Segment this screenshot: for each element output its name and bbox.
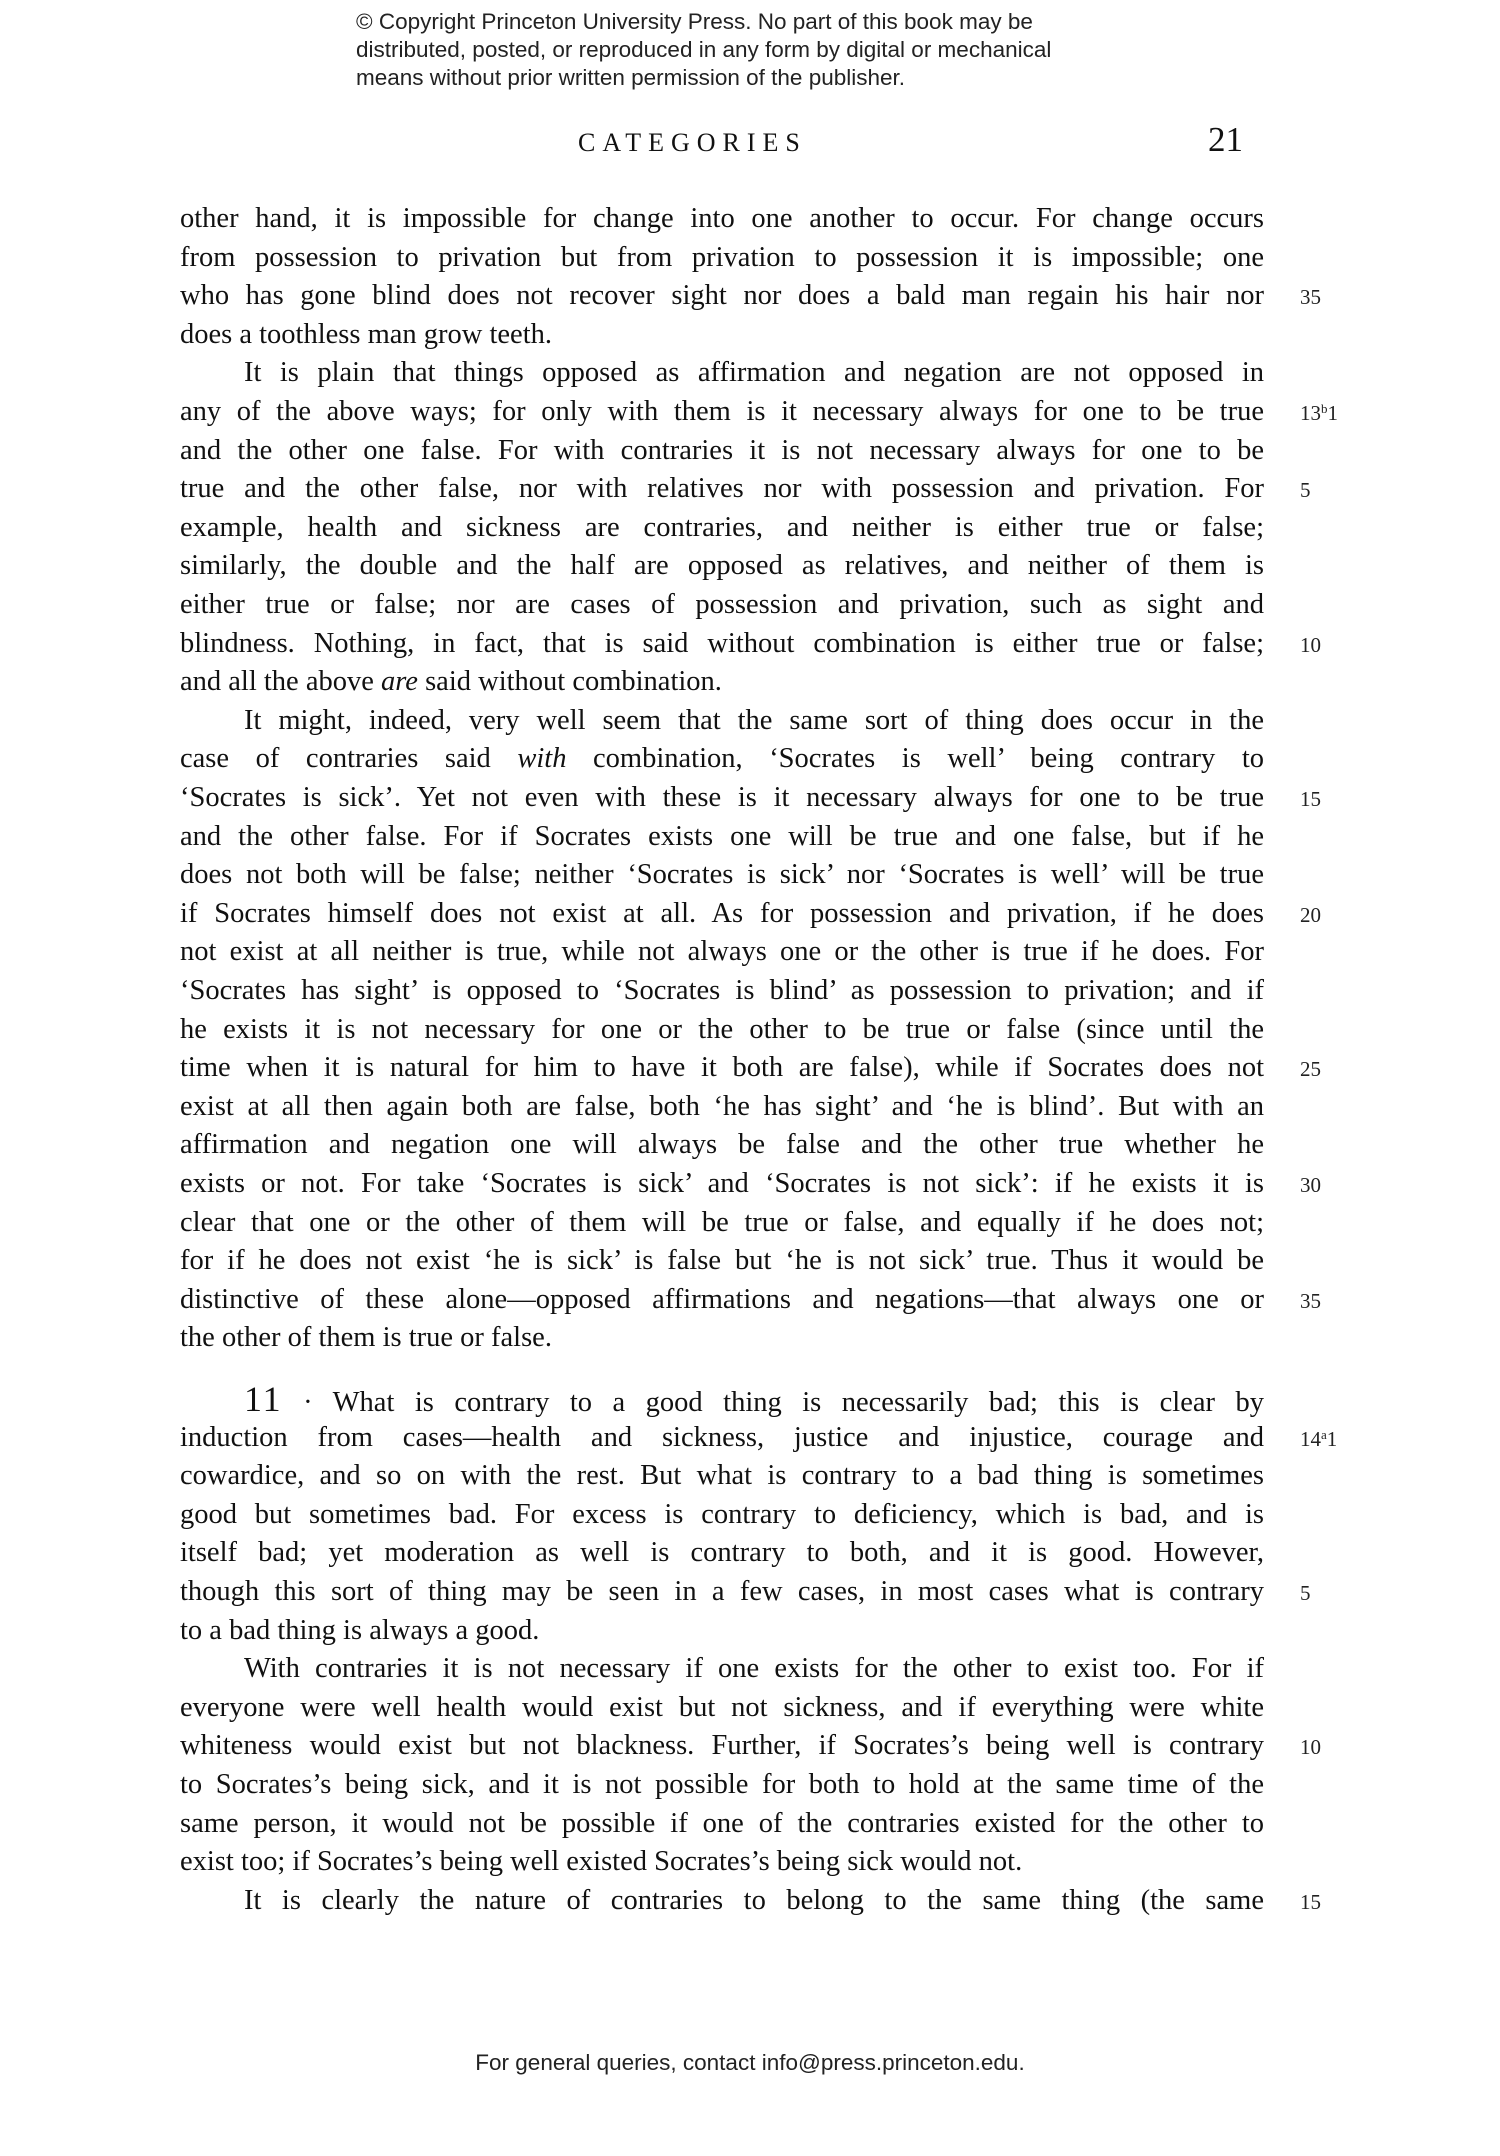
section-number: 11 [244, 1379, 283, 1419]
text-line: affirmation and negation one will always be false and the other true whether he [180, 1129, 1264, 1161]
text-line: cowardice, and so on with the rest. But what is contrary to a bad thing is sometimes [180, 1460, 1264, 1492]
text-line: who has gone blind does not recover sight nor does a bald man regain his hair nor [180, 280, 1264, 312]
text-line: blindness. Nothing, in fact, that is said without combination is either true or false; [180, 627, 1264, 659]
text-line: example, health and sickness are contraries, and neither is either true or false; [180, 511, 1264, 543]
text-line: whiteness would exist but not blackness. Further, if Socrates’s being well is contrary [180, 1730, 1264, 1762]
text-line: and the other false. For if Socrates exists one will be true and one false, but if he [180, 820, 1264, 852]
copyright-line: © Copyright Princeton University Press. No part of this book may be [356, 9, 1033, 34]
margin-line-number: 5 [1300, 478, 1311, 503]
running-head: CATEGORIES [578, 128, 807, 157]
text-line: exists or not. For take ‘Socrates is sick’ and ‘Socrates is not sick’: if he exists it is [180, 1168, 1264, 1199]
text-line: does not both will be false; neither ‘Socrates is sick’ nor ‘Socrates is well’ will be true [180, 859, 1264, 891]
text-line: though this sort of thing may be seen in a few cases, in most cases what is contrary [180, 1576, 1264, 1607]
text-line: time when it is natural for him to have it both are false), while if Socrates does not [180, 1052, 1264, 1084]
emphasized-word: are [381, 666, 418, 698]
margin-line-number: 25 [1300, 1057, 1321, 1082]
margin-line-number: 20 [1300, 902, 1321, 927]
text-line: for if he does not exist ‘he is sick’ is false but ‘he is not sick’ true. Thus it would be [180, 1245, 1264, 1277]
text-line: It is plain that things opposed as affirmation and negation are not opposed in [244, 357, 1264, 389]
text-line: case of contraries said with combination, ‘Socrates is well’ being contrary to [180, 743, 1264, 775]
copyright-line: distributed, posted, or reproduced in any form by digital or mechanical [356, 37, 1052, 62]
text-line: exist at all then again both are false, both ‘he has sight’ and ‘he is blind’. But with an [180, 1090, 1264, 1122]
text-line: if Socrates himself does not exist at all. As for possession and privation, if he does [180, 897, 1264, 929]
text-line: other hand, it is impossible for change into one another to occur. For change occurs [180, 203, 1264, 234]
text-line: any of the above ways; for only with them is it necessary always for one to be true [180, 396, 1264, 427]
text-line: and the other one false. For with contraries it is not necessary always for one to be [180, 434, 1264, 466]
text-line: either true or false; nor are cases of possession and privation, such as sight and [180, 589, 1264, 620]
copyright-line: means without prior written permission of the publisher. [356, 65, 906, 90]
text-line: It might, indeed, very well seem that the same sort of thing does occur in the [244, 704, 1264, 736]
text-line: exist too; if Socrates’s being well existed Socrates’s being sick would not. [180, 1846, 1023, 1878]
text-line: and all the above are said without combination. [180, 666, 722, 698]
margin-line-number: 15 [1300, 1889, 1321, 1914]
text-line: from possession to privation but from privation to possession it is impossible; one [180, 241, 1264, 273]
text-line: With contraries it is not necessary if one exists for the other to exist too. For if [244, 1653, 1264, 1685]
emphasized-word: with [517, 743, 567, 775]
text-line: good but sometimes bad. For excess is contrary to deficiency, which is bad, and is [180, 1498, 1264, 1530]
margin-line-number: 15 [1300, 787, 1321, 811]
text-line: It is clearly the nature of contraries to belong to the same thing (the same [244, 1884, 1264, 1916]
text-line: does a toothless man grow teeth. [180, 318, 553, 350]
text-line: itself bad; yet moderation as well is contrary to both, and it is good. However, [180, 1537, 1264, 1569]
margin-line-number: 10 [1300, 632, 1321, 657]
margin-line-number: 5 [1300, 1581, 1311, 1605]
section-text: What is contrary to a good thing is necessarily bad; this is clear by [332, 1387, 1264, 1418]
margin-line-number: 14$^a$1 [1300, 1426, 1338, 1451]
text-line: ‘Socrates has sight’ is opposed to ‘Socrates is blind’ as possession to privation; and if [180, 975, 1264, 1006]
margin-line-number: 13$^b$1 [1300, 401, 1338, 425]
text-line: ‘Socrates is sick’. Yet not even with these is it necessary always for one to be true [180, 782, 1264, 813]
text-line: same person, it would not be possible if one of the contraries existed for the other to [180, 1807, 1264, 1839]
text-line: similarly, the double and the half are opposed as relatives, and neither of them is [180, 550, 1264, 582]
text-line: clear that one or the other of them will be true or false, and equally if he does not; [180, 1206, 1264, 1238]
text-line: he exists it is not necessary for one or the other to be true or false (since until the [180, 1013, 1264, 1045]
text-line: the other of them is true or false. [180, 1322, 552, 1354]
section-bullet: · [282, 1387, 333, 1418]
text-line: induction from cases—health and sickness, justice and injustice, courage and [180, 1421, 1264, 1453]
text-line [180, 1380, 1264, 1419]
text-line: not exist at all neither is true, while not always one or the other is true if he does. For [180, 936, 1264, 968]
margin-line-number: 30 [1300, 1173, 1321, 1197]
footer-contact: For general queries, contact info@press.princeton.edu. [475, 2050, 1025, 2075]
text-line: everyone were well health would exist but not sickness, and if everything were white [180, 1691, 1264, 1723]
text-line: distinctive of these alone—opposed affirmations and negations—that always one or [180, 1283, 1264, 1315]
text-line: to Socrates’s being sick, and it is not possible for both to hold at the same time of the [180, 1769, 1264, 1800]
margin-line-number: 10 [1300, 1735, 1321, 1760]
page-number: 21 [1208, 120, 1243, 159]
text-line: true and the other false, nor with relatives nor with possession and privation. For [180, 473, 1264, 505]
margin-line-number: 35 [1300, 285, 1321, 310]
margin-line-number: 35 [1300, 1288, 1321, 1313]
copyright-notice [356, 8, 1216, 92]
text-line: to a bad thing is always a good. [180, 1614, 540, 1646]
